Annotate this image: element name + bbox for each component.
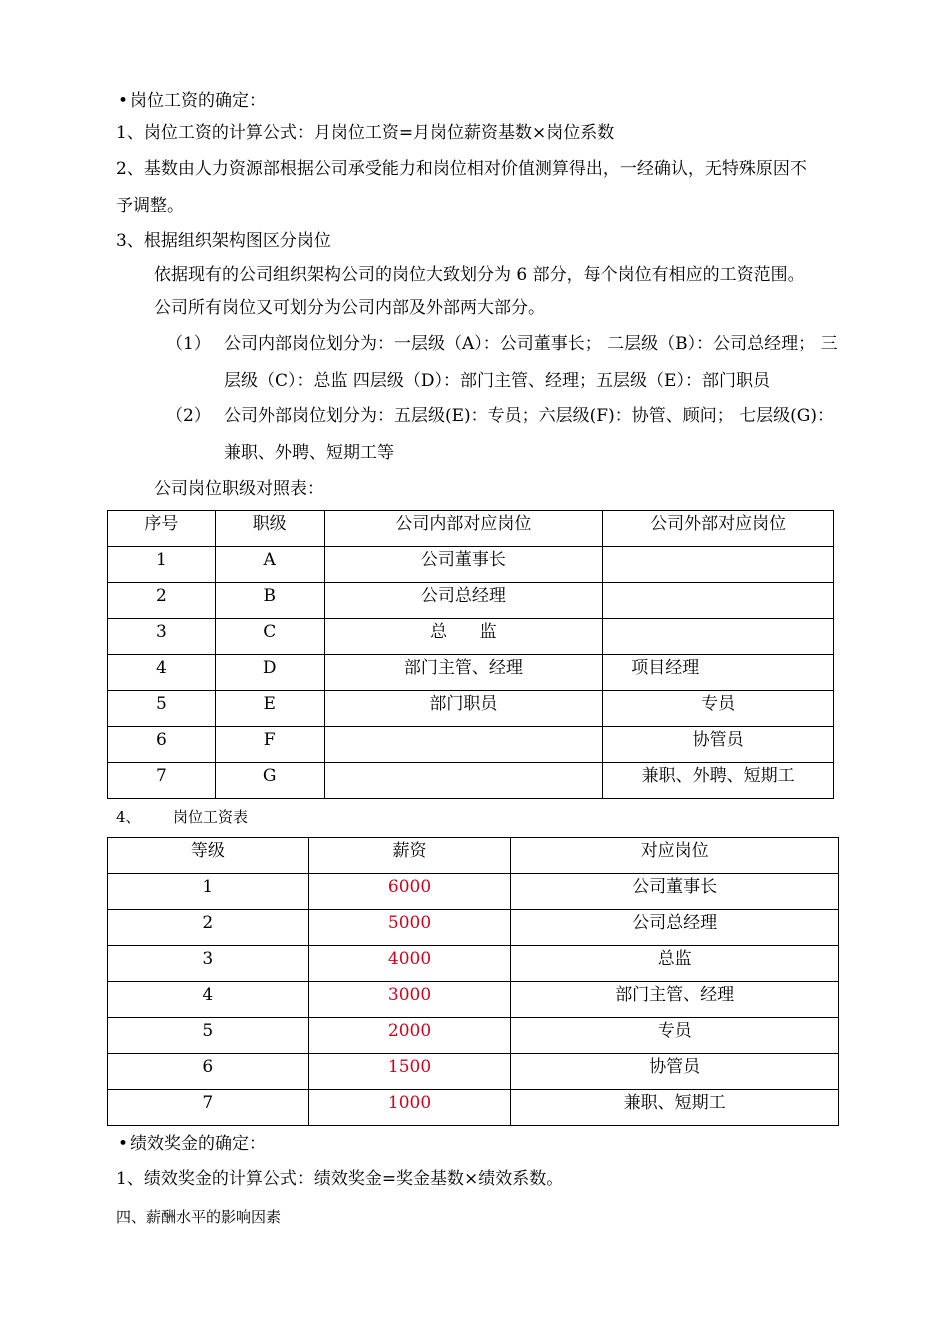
- cell-internal: [324, 763, 603, 799]
- cell-grade: B: [215, 583, 324, 619]
- sub1-line1: 公司内部岗位划分为：一层级（A）：公司董事长； 二层级（B）：公司总经理； 三: [224, 334, 838, 354]
- para-internal-external: 公司所有岗位又可划分为公司内部及外部两大部分。: [154, 298, 545, 318]
- bonus-heading: • 绩效奖金的确定：: [117, 1134, 266, 1154]
- table-row: [108, 910, 839, 946]
- cell-post: 兼职、短期工: [511, 1090, 839, 1126]
- cell-external: 兼职、外聘、短期工: [603, 763, 834, 799]
- post-salary-heading: • 岗位工资的确定：: [117, 91, 266, 111]
- cell-index: 7: [108, 763, 216, 799]
- cell-grade: C: [215, 619, 324, 655]
- col-header-salary: 薪资: [308, 838, 511, 874]
- cell-index: 6: [108, 727, 216, 763]
- cell-level: 4: [108, 982, 309, 1018]
- cell-post: 专员: [511, 1018, 839, 1054]
- col-header-level: 等级: [108, 838, 309, 874]
- section4-title: 岗位工资表: [173, 808, 249, 826]
- bullet-icon: •: [117, 1134, 129, 1154]
- table-row: [108, 583, 834, 619]
- cell-salary: 1500: [308, 1054, 511, 1090]
- sub2-number: （2）: [166, 406, 211, 426]
- cell-level: 1: [108, 874, 309, 910]
- cell-internal: 部门主管、经理: [324, 655, 603, 691]
- sub2-line2: 兼职、外聘、短期工等: [224, 443, 394, 463]
- cell-salary: 2000: [308, 1018, 511, 1054]
- cell-grade: G: [215, 763, 324, 799]
- bullet-icon: •: [117, 91, 129, 111]
- cell-post: 公司总经理: [511, 910, 839, 946]
- cell-level: 3: [108, 946, 309, 982]
- cell-salary: 4000: [308, 946, 511, 982]
- cell-level: 7: [108, 1090, 309, 1126]
- cell-internal: 部门职员: [324, 691, 603, 727]
- sub2-line1: 公司外部岗位划分为：五层级(E)：专员；六层级(F)：协管、顾问； 七层级(G)：: [224, 406, 834, 426]
- cell-external: 项目经理: [603, 655, 834, 691]
- cell-grade: A: [215, 547, 324, 583]
- table-row: [108, 691, 834, 727]
- cell-post: 总监: [511, 946, 839, 982]
- cell-external: [603, 619, 834, 655]
- cell-salary: 5000: [308, 910, 511, 946]
- formula-item: 1、岗位工资的计算公式：月岗位工资=月岗位薪资基数×岗位系数: [116, 123, 615, 143]
- table-row: [108, 1018, 839, 1054]
- col-header-internal: 公司内部对应岗位: [324, 511, 603, 547]
- cell-grade: F: [215, 727, 324, 763]
- table-row: [108, 727, 834, 763]
- table-row: [108, 763, 834, 799]
- cell-external: 协管员: [603, 727, 834, 763]
- table-row: [108, 655, 834, 691]
- cell-index: 2: [108, 583, 216, 619]
- bonus-formula-item: 1、绩效奖金的计算公式：绩效奖金=奖金基数×绩效系数。: [116, 1169, 564, 1189]
- cell-grade: E: [215, 691, 324, 727]
- cell-index: 5: [108, 691, 216, 727]
- cell-post: 协管员: [511, 1054, 839, 1090]
- col-header-external: 公司外部对应岗位: [603, 511, 834, 547]
- cell-post: 公司董事长: [511, 874, 839, 910]
- cell-index: 1: [108, 547, 216, 583]
- table-header-row: [108, 838, 839, 874]
- sub1-line2: 层级（C）：总监 四层级（D）：部门主管、经理；五层级（E）：部门职员: [224, 371, 770, 391]
- cell-index: 3: [108, 619, 216, 655]
- cell-level: 2: [108, 910, 309, 946]
- table-row: [108, 874, 839, 910]
- table-row: [108, 1090, 839, 1126]
- cell-external: [603, 583, 834, 619]
- cell-post: 部门主管、经理: [511, 982, 839, 1018]
- section4-number: 4、: [116, 808, 141, 826]
- org-item: 3、根据组织架构图区分岗位: [116, 231, 331, 251]
- cell-internal: [324, 727, 603, 763]
- table1-caption: 公司岗位职级对照表：: [154, 479, 324, 499]
- col-header-post: 对应岗位: [511, 838, 839, 874]
- grade-comparison-table: [107, 510, 834, 799]
- table-row: [108, 982, 839, 1018]
- cell-salary: 3000: [308, 982, 511, 1018]
- base-item-line1: 2、基数由人力资源部根据公司承受能力和岗位相对价值测算得出，一经确认，无特殊原因不: [116, 159, 807, 179]
- para-six-parts: 依据现有的公司组织架构公司的岗位大致划分为 6 部分，每个岗位有相应的工资范围。: [154, 265, 805, 285]
- base-item-line2: 予调整。: [116, 196, 184, 216]
- cell-level: 5: [108, 1018, 309, 1054]
- cell-salary: 1000: [308, 1090, 511, 1126]
- col-header-index: 序号: [108, 511, 216, 547]
- cell-salary: 6000: [308, 874, 511, 910]
- cell-internal: 公司总经理: [324, 583, 603, 619]
- table-row: [108, 619, 834, 655]
- table-header-row: [108, 511, 834, 547]
- section-four-title: 四、薪酬水平的影响因素: [116, 1208, 282, 1226]
- cell-index: 4: [108, 655, 216, 691]
- sub1-number: （1）: [166, 334, 211, 354]
- cell-level: 6: [108, 1054, 309, 1090]
- table-row: [108, 1054, 839, 1090]
- table-row: [108, 946, 839, 982]
- cell-internal: 公司董事长: [324, 547, 603, 583]
- cell-external: [603, 547, 834, 583]
- table-row: [108, 547, 834, 583]
- cell-grade: D: [215, 655, 324, 691]
- cell-external: 专员: [603, 691, 834, 727]
- cell-internal: 总 监: [324, 619, 603, 655]
- col-header-grade: 职级: [215, 511, 324, 547]
- salary-table: [107, 837, 839, 1126]
